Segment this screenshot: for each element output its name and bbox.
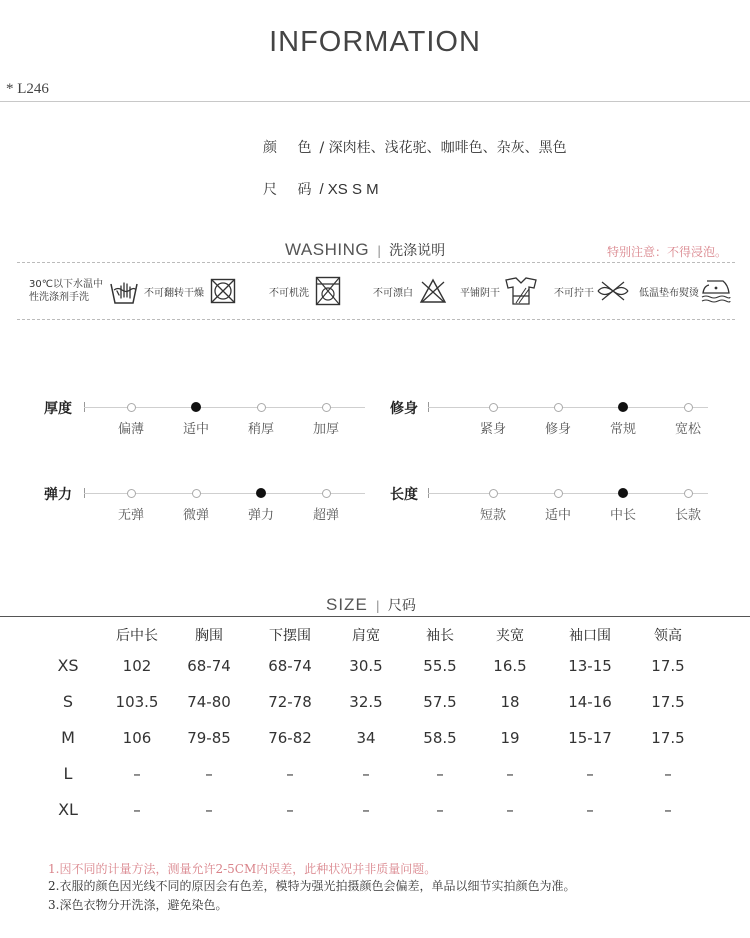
scale-option: 修身 xyxy=(544,422,572,437)
color-label: 颜 色 xyxy=(263,140,320,156)
hand-wash-text-2: 性洗涤剂手洗 xyxy=(29,292,89,303)
washing-heading-en: WASHING xyxy=(285,240,370,259)
scale-option: 中长 xyxy=(609,508,637,523)
size-cell: – xyxy=(133,801,141,819)
size-column-header: 胸围 xyxy=(195,628,223,644)
size-column-header: 肩宽 xyxy=(352,628,380,644)
size-cell: 79-85 xyxy=(187,729,231,747)
scale-dot xyxy=(192,489,201,498)
scale-option: 稍厚 xyxy=(247,422,275,437)
size-cell: 72-78 xyxy=(268,693,312,711)
size-cell: 14-16 xyxy=(568,693,612,711)
size-cell: 74-80 xyxy=(187,693,231,711)
scale-option: 长款 xyxy=(674,508,702,523)
scale-option: 无弹 xyxy=(117,508,145,523)
size-value: / XS S M xyxy=(319,181,379,198)
no-wring-text: 不可拧干 xyxy=(554,287,594,299)
wash-item-flat-dry xyxy=(460,263,538,319)
note-line: 1.因不同的计量方法，测量允许2-5CM内误差，此种状况并非质量问题。 xyxy=(48,862,437,876)
scale-option: 弹力 xyxy=(247,508,275,523)
size-spec xyxy=(263,179,379,199)
scale-line xyxy=(428,493,708,494)
scale-dot xyxy=(489,403,498,412)
wash-item-no-tumble-dry xyxy=(144,263,236,319)
size-cell: 30.5 xyxy=(349,657,383,675)
scale-dot-selected xyxy=(256,488,266,498)
no-machine-wash-icon xyxy=(315,276,341,306)
size-cell: 13-15 xyxy=(568,657,612,675)
scale-dot xyxy=(322,489,331,498)
scale-dot xyxy=(127,489,136,498)
flat-dry-shade-icon xyxy=(504,276,538,306)
low-iron-with-cloth-icon xyxy=(701,277,731,305)
note-line: 3.深色衣物分开洗涤，避免染色。 xyxy=(48,898,228,912)
header-divider xyxy=(0,101,750,102)
size-cell: 17.5 xyxy=(651,657,685,675)
size-cell: 18 xyxy=(500,693,520,711)
size-column-header: 夹宽 xyxy=(496,628,524,644)
wash-item-no-wring xyxy=(554,263,630,319)
size-cell: 15-17 xyxy=(568,729,612,747)
size-cell: 55.5 xyxy=(423,657,457,675)
size-cell: – xyxy=(286,765,294,783)
scale-dot xyxy=(684,489,693,498)
size-cell: – xyxy=(362,801,370,819)
washing-notice: 特别注意：不得浸泡。 xyxy=(607,245,728,259)
scale-option: 适中 xyxy=(182,422,210,437)
heading-separator: | xyxy=(375,599,380,613)
size-cell: 68-74 xyxy=(187,657,231,675)
heading-separator: | xyxy=(377,244,382,258)
size-row-label: XL xyxy=(58,800,78,819)
scale-option: 偏薄 xyxy=(117,422,145,437)
wash-item-hand-wash xyxy=(29,263,139,319)
no-tumble-dry-text: 不可翻转干燥 xyxy=(144,287,204,299)
size-cell: 34 xyxy=(356,729,376,747)
washing-heading-cn: 洗涤说明 xyxy=(389,243,446,259)
size-row-label: XS xyxy=(57,656,79,675)
size-cell: 57.5 xyxy=(423,693,457,711)
size-label: 尺 码 xyxy=(263,182,320,198)
no-bleach-text: 不可漂白 xyxy=(373,287,413,299)
scale-line xyxy=(428,407,708,408)
size-cell: 102 xyxy=(122,657,152,675)
scale-label-2: 弹力 xyxy=(44,487,72,503)
scale-option: 宽松 xyxy=(674,422,702,437)
size-cell: – xyxy=(205,801,213,819)
size-cell: 103.5 xyxy=(115,693,159,711)
scale-dot xyxy=(684,403,693,412)
scale-dot-selected xyxy=(618,402,628,412)
size-cell: – xyxy=(133,765,141,783)
scale-option: 微弹 xyxy=(182,508,210,523)
size-cell: 32.5 xyxy=(349,693,383,711)
size-cell: – xyxy=(506,801,514,819)
product-code: * L246 xyxy=(6,81,49,97)
scale-option: 适中 xyxy=(544,508,572,523)
size-cell: – xyxy=(664,765,672,783)
size-cell: 19 xyxy=(500,729,520,747)
size-cell: – xyxy=(436,765,444,783)
size-column-header: 下摆围 xyxy=(269,628,311,644)
scale-label-0: 厚度 xyxy=(44,401,72,417)
size-cell: – xyxy=(286,801,294,819)
size-column-header: 袖长 xyxy=(426,628,454,644)
size-heading xyxy=(326,595,416,615)
size-heading-cn: 尺码 xyxy=(387,598,416,614)
hand-wash-text-1: 30℃以下水温中 xyxy=(29,279,103,290)
scale-label-3: 长度 xyxy=(390,487,418,503)
scale-option: 短款 xyxy=(479,508,507,523)
size-cell: – xyxy=(506,765,514,783)
color-spec xyxy=(263,137,567,157)
size-cell: – xyxy=(664,801,672,819)
wash-item-no-machine-wash xyxy=(269,263,341,319)
low-iron-text: 低温垫布熨烫 xyxy=(639,287,699,299)
washing-icons-row xyxy=(17,262,735,320)
size-row-label: S xyxy=(62,692,74,711)
no-tumble-dry-icon xyxy=(210,278,236,304)
size-column-header: 袖口围 xyxy=(569,628,611,644)
size-row-label: M xyxy=(61,728,75,747)
size-heading-en: SIZE xyxy=(326,595,368,614)
size-row-label: L xyxy=(63,764,73,783)
size-cell: 106 xyxy=(122,729,152,747)
size-cell: – xyxy=(586,801,594,819)
size-cell: – xyxy=(205,765,213,783)
scale-dot-selected xyxy=(618,488,628,498)
size-column-header: 领高 xyxy=(654,628,682,644)
scale-option: 加厚 xyxy=(312,422,340,437)
scale-option: 紧身 xyxy=(479,422,507,437)
size-cell: 17.5 xyxy=(651,693,685,711)
scale-option: 超弹 xyxy=(312,508,340,523)
no-bleach-icon xyxy=(419,278,447,304)
scale-dot xyxy=(322,403,331,412)
no-wring-icon xyxy=(596,280,630,302)
scale-option: 常规 xyxy=(609,422,637,437)
hand-wash-icon xyxy=(109,276,139,306)
size-cell: – xyxy=(586,765,594,783)
size-cell: 68-74 xyxy=(268,657,312,675)
size-cell: 16.5 xyxy=(493,657,527,675)
size-cell: 17.5 xyxy=(651,729,685,747)
size-cell: 58.5 xyxy=(423,729,457,747)
scale-dot xyxy=(554,489,563,498)
no-machine-wash-text: 不可机洗 xyxy=(269,287,309,299)
size-cell: – xyxy=(436,801,444,819)
scale-dot xyxy=(489,489,498,498)
scale-label-1: 修身 xyxy=(390,401,418,417)
size-cell: 76-82 xyxy=(268,729,312,747)
scale-dot xyxy=(257,403,266,412)
scale-dot xyxy=(554,403,563,412)
flat-dry-text: 平铺阴干 xyxy=(460,287,500,299)
scale-dot-selected xyxy=(191,402,201,412)
size-cell: – xyxy=(362,765,370,783)
washing-heading xyxy=(285,240,445,260)
color-value: / 深肉桂、浅花驼、咖啡色、杂灰、黑色 xyxy=(319,140,567,156)
wash-item-no-bleach xyxy=(373,263,447,319)
wash-item-low-iron xyxy=(639,263,731,319)
note-line: 2.衣服的颜色因光线不同的原因会有色差，模特为强光拍摄颜色会偏差，单品以细节实拍颜色为准。 xyxy=(48,879,576,893)
size-column-header: 后中长 xyxy=(116,628,158,644)
page-title: INFORMATION xyxy=(269,26,481,58)
size-divider xyxy=(0,616,750,617)
scale-dot xyxy=(127,403,136,412)
